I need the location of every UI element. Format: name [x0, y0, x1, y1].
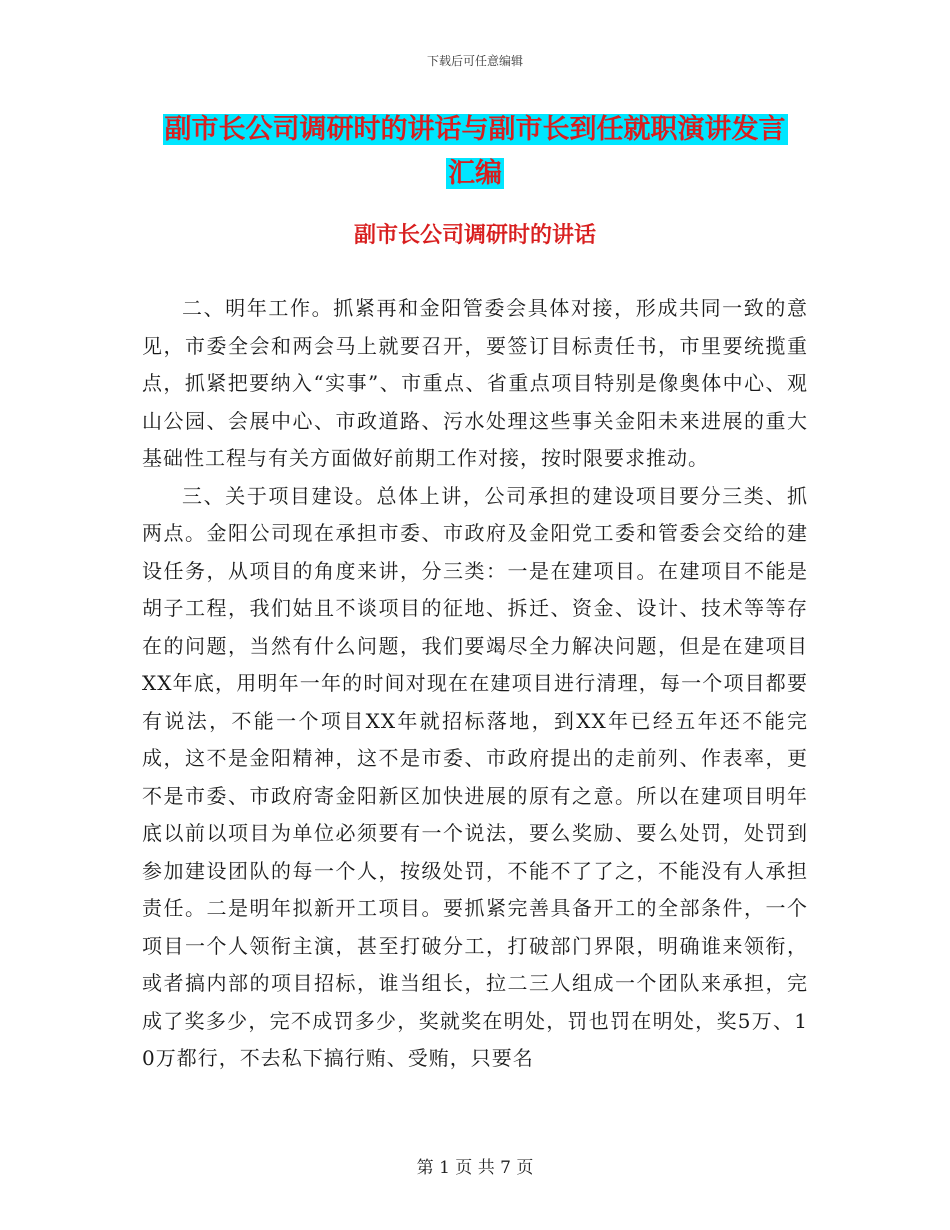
- section-title: 副市长公司调研时的讲话: [353, 223, 596, 248]
- paragraph: 三、关于项目建设。总体上讲，公司承担的建设项目要分三类、抓两点。金阳公司现在承担市委、市政府及金阳党工委和管委会交给的建设任务，从项目的角度来讲，分三类：一是在建项目。在建项目不能是胡子工程，我们姑且不谈项目的征地、拆迁、资金、设计、技术等等存在的问题，当然有什么问题，我们要竭尽全力解决问题，但是在建项目XX年底，用明年一年的时间对现在在建项目进行清理，每一个项目都要有说法，不能一个项目XX年就招标落地，到XX年已经五年还不能完成，这不是金阳精神，这不是市委、市政府提出的走前列、作表率，更不是市委、市政府寄金阳新区加快进展的原有之意。所以在建项目明年底以前以项目为单位必须要有一个说法，要么奖励、要么处罚，处罚到参加建设团队的每一个人，按级处罚，不能不了了之，不能没有人承担责任。二是明年拟新开工项目。要抓紧完善具备开工的全部条件，一个项目一个人领衔主演，甚至打破分工，打破部门界限，明确谁来领衔，或者搞内部的项目招标，谁当组长，拉二三人组成一个团队来承担，完成了奖多少，完不成罚多少，奖就奖在明处，罚也罚在明处，奖5万、10万都行，不去私下搞行贿、受贿，只要名: [142, 483, 808, 1070]
- header-note: 下载后可任意编辑: [426, 54, 523, 68]
- document-title-line-1: 副市长公司调研时的讲话与副市长到任就职演讲发言: [164, 114, 786, 145]
- document-title-line-2: 汇编: [448, 158, 502, 189]
- document-body: [142, 290, 808, 1078]
- page-footer: 第 1 页 共 7 页: [416, 1158, 534, 1178]
- paragraph: 二、明年工作。抓紧再和金阳管委会具体对接，形成共同一致的意见，市委全会和两会马上就要召开，要签订目标责任书，市里要统揽重点，抓紧把要纳入“实事”、市重点、省重点项目特别是像奥体中心、观山公园、会展中心、市政道路、污水处理这些事关金阳未来进展的重大基础性工程与有关方面做好前期工作对接，按时限要求推动。: [142, 296, 808, 470]
- document-title: [0, 108, 950, 196]
